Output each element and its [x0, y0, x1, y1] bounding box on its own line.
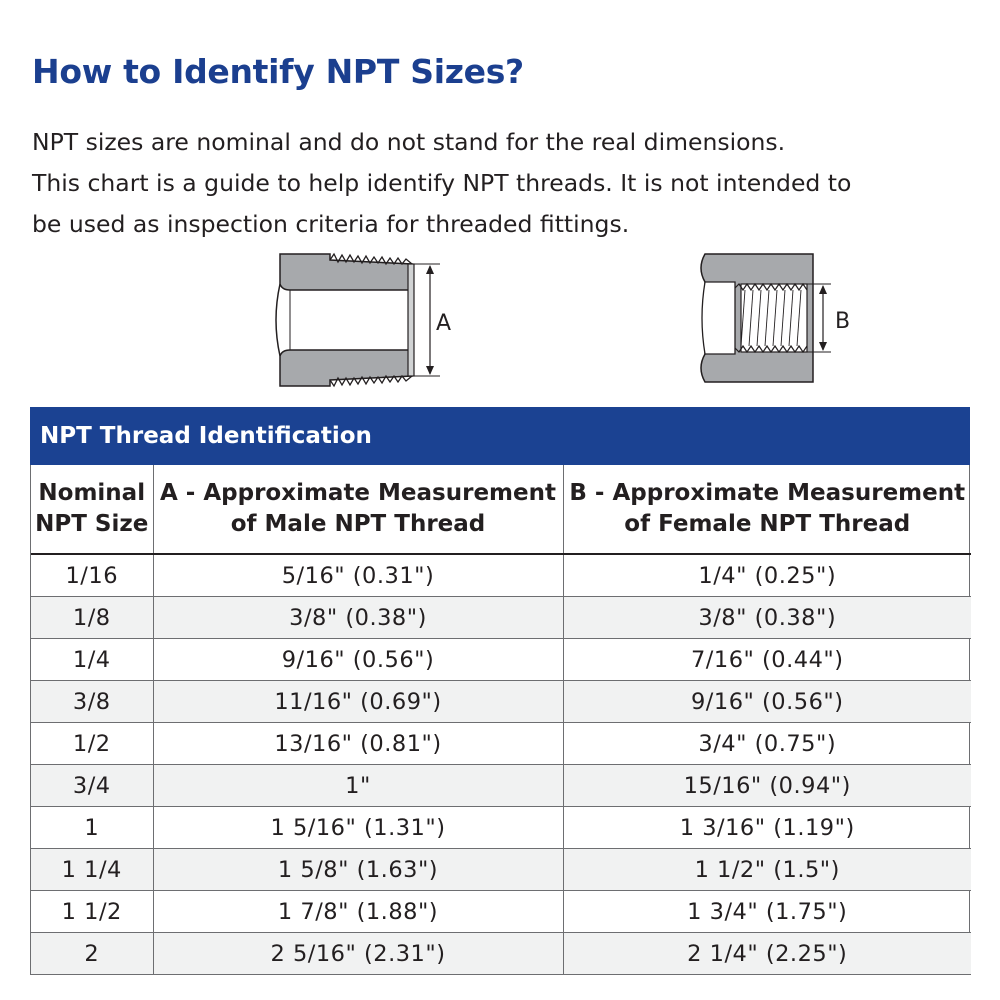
cell-female-measurement: 1/4" (0.25")	[563, 554, 971, 597]
cell-nominal-size: 1	[31, 807, 153, 849]
table-row	[31, 807, 971, 849]
page-title: How to Identify NPT Sizes?	[32, 52, 524, 91]
cell-female-measurement: 1 3/4" (1.75")	[563, 891, 971, 933]
male-npt-fitting-diagram	[270, 250, 470, 390]
table-title-bar: NPT Thread Identification	[30, 407, 970, 465]
table-row	[31, 639, 971, 681]
cell-nominal-size: 1 1/2	[31, 891, 153, 933]
npt-thread-table	[30, 407, 970, 975]
cell-male-measurement: 11/16" (0.69")	[153, 681, 563, 723]
cell-nominal-size: 3/8	[31, 681, 153, 723]
table-row	[31, 597, 971, 639]
header-female-measurement: B - Approximate Measurement of Female NPT Thread	[563, 465, 971, 554]
header-male-measurement: A - Approximate Measurement of Male NPT Thread	[153, 465, 563, 554]
cell-female-measurement: 3/8" (0.38")	[563, 597, 971, 639]
cell-female-measurement: 9/16" (0.56")	[563, 681, 971, 723]
cell-male-measurement: 1"	[153, 765, 563, 807]
male-fitting-top-wall	[280, 254, 412, 290]
dimension-label-a: A	[436, 311, 452, 336]
cell-male-measurement: 5/16" (0.31")	[153, 554, 563, 597]
intro-text	[32, 122, 972, 245]
cell-male-measurement: 13/16" (0.81")	[153, 723, 563, 765]
male-fitting-end-face	[408, 264, 414, 376]
cell-nominal-size: 1/8	[31, 597, 153, 639]
cell-male-measurement: 1 5/8" (1.63")	[153, 849, 563, 891]
table-row	[31, 723, 971, 765]
header-nominal-size: Nominal NPT Size	[31, 465, 153, 554]
table-row	[31, 554, 971, 597]
cell-female-measurement: 2 1/4" (2.25")	[563, 933, 971, 975]
table-row	[31, 933, 971, 975]
intro-line: be used as inspection criteria for threaded fittings.	[32, 210, 630, 238]
cell-nominal-size: 2	[31, 933, 153, 975]
cell-female-measurement: 1 1/2" (1.5")	[563, 849, 971, 891]
cell-female-measurement: 15/16" (0.94")	[563, 765, 971, 807]
table-row	[31, 765, 971, 807]
cell-male-measurement: 1 7/8" (1.88")	[153, 891, 563, 933]
cell-male-measurement: 3/8" (0.38")	[153, 597, 563, 639]
cell-male-measurement: 2 5/16" (2.31")	[153, 933, 563, 975]
table-row	[31, 849, 971, 891]
cell-female-measurement: 7/16" (0.44")	[563, 639, 971, 681]
cell-nominal-size: 1 1/4	[31, 849, 153, 891]
cell-male-measurement: 1 5/16" (1.31")	[153, 807, 563, 849]
intro-line: This chart is a guide to help identify NPT threads. It is not intended to	[32, 169, 852, 197]
table-row	[31, 681, 971, 723]
cell-female-measurement: 1 3/16" (1.19")	[563, 807, 971, 849]
male-fitting-bottom-wall	[280, 350, 412, 386]
table-header-row	[31, 465, 971, 554]
cell-male-measurement: 9/16" (0.56")	[153, 639, 563, 681]
cell-nominal-size: 3/4	[31, 765, 153, 807]
cell-nominal-size: 1/16	[31, 554, 153, 597]
npt-table	[31, 465, 971, 975]
cell-nominal-size: 1/4	[31, 639, 153, 681]
dimension-label-b: B	[835, 309, 851, 334]
cell-female-measurement: 3/4" (0.75")	[563, 723, 971, 765]
table-row	[31, 891, 971, 933]
intro-line: NPT sizes are nominal and do not stand for the real dimensions.	[32, 128, 786, 156]
cell-nominal-size: 1/2	[31, 723, 153, 765]
female-npt-fitting-diagram	[695, 250, 865, 390]
male-fitting-bore	[276, 284, 280, 356]
